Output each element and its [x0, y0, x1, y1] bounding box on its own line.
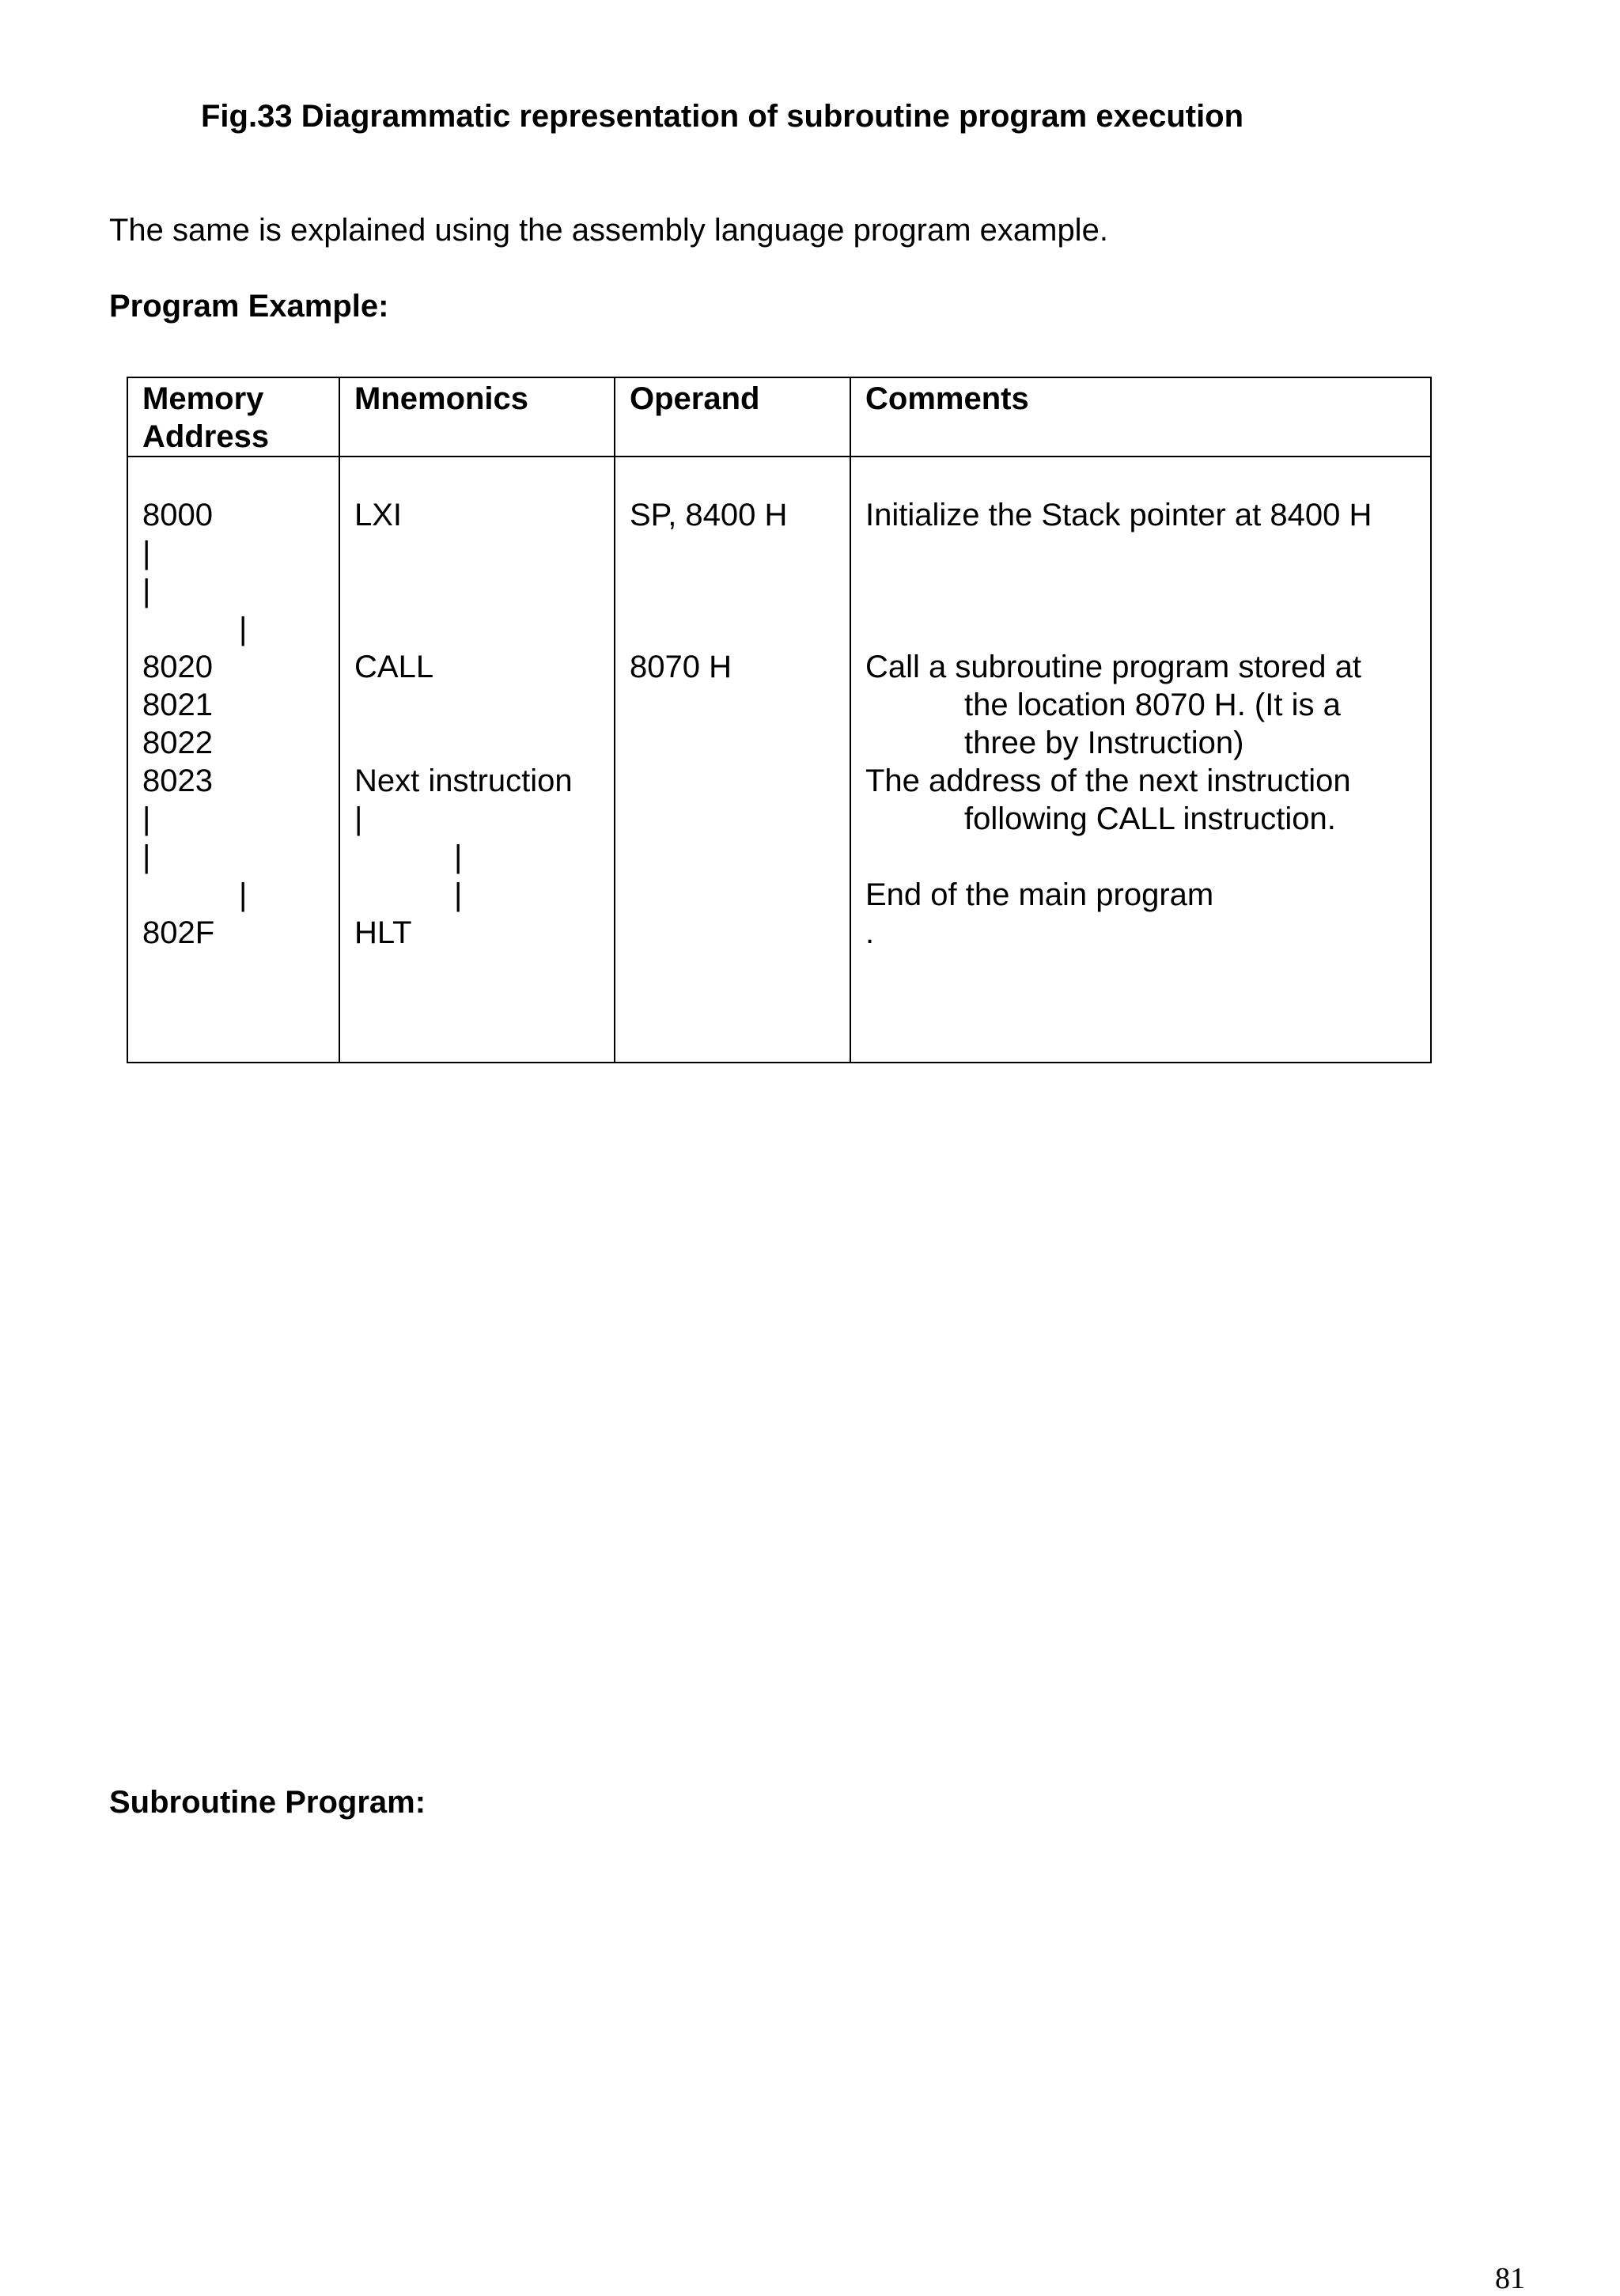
table-row-address: |	[142, 574, 151, 608]
table-row-address: |	[239, 877, 248, 912]
table-row-mnemonic: |	[354, 801, 363, 836]
header-memory-address	[142, 380, 269, 456]
table-row-address: |	[142, 536, 151, 570]
header-memory-address-line1: Memory	[142, 381, 264, 416]
table-col-divider	[850, 378, 851, 1062]
table-row-address: 8020	[142, 650, 213, 684]
table-row-comment: The address of the next instruction	[865, 763, 1351, 798]
table-row-address: |	[142, 801, 151, 836]
table-row-comment: End of the main program	[865, 877, 1214, 912]
table-row-mnemonic: HLT	[354, 915, 412, 950]
table-row-mnemonic: Next instruction	[354, 763, 573, 798]
table-row-comment: following CALL instruction.	[964, 801, 1336, 836]
table-row-mnemonic: LXI	[354, 498, 403, 532]
subroutine-program-heading: Subroutine Program:	[109, 1785, 426, 1820]
table-row-address: 802F	[142, 915, 215, 950]
table-row-address: 8000	[142, 498, 213, 532]
header-comments: Comments	[865, 381, 1029, 416]
table-row-address: 8022	[142, 726, 213, 760]
table-row-comment: .	[865, 915, 875, 950]
table-row-address: 8021	[142, 688, 213, 722]
program-table	[127, 377, 1432, 1063]
program-example-heading: Program Example:	[109, 289, 389, 324]
table-row-address: |	[239, 612, 248, 646]
header-mnemonics: Mnemonics	[354, 381, 529, 416]
table-row-comment: Initialize the Stack pointer at 8400 H	[865, 498, 1372, 532]
table-row-operand: SP, 8400 H	[630, 498, 788, 532]
table-row-address: 8023	[142, 763, 213, 798]
table-row-comment: the location 8070 H. (It is a	[964, 688, 1341, 722]
table-row-mnemonic: |	[454, 877, 463, 912]
table-row-mnemonic: |	[454, 839, 463, 874]
figure-caption: Fig.33 Diagrammatic representation of subroutine program execution	[201, 99, 1244, 134]
table-row-address: |	[142, 839, 151, 874]
table-row-operand: 8070 H	[630, 650, 732, 684]
intro-paragraph: The same is explained using the assembly language program example.	[109, 213, 1108, 248]
header-memory-address-line2: Address	[142, 419, 270, 454]
header-operand: Operand	[630, 381, 760, 416]
table-row-comment: three by Instruction)	[964, 726, 1244, 760]
table-col-divider	[614, 378, 615, 1062]
table-row-comment: Call a subroutine program stored at	[865, 650, 1361, 684]
table-row-mnemonic: CALL	[354, 650, 434, 684]
table-col-divider	[339, 378, 340, 1062]
table-header-divider	[128, 456, 1430, 457]
page-number: 81	[1495, 2262, 1525, 2295]
